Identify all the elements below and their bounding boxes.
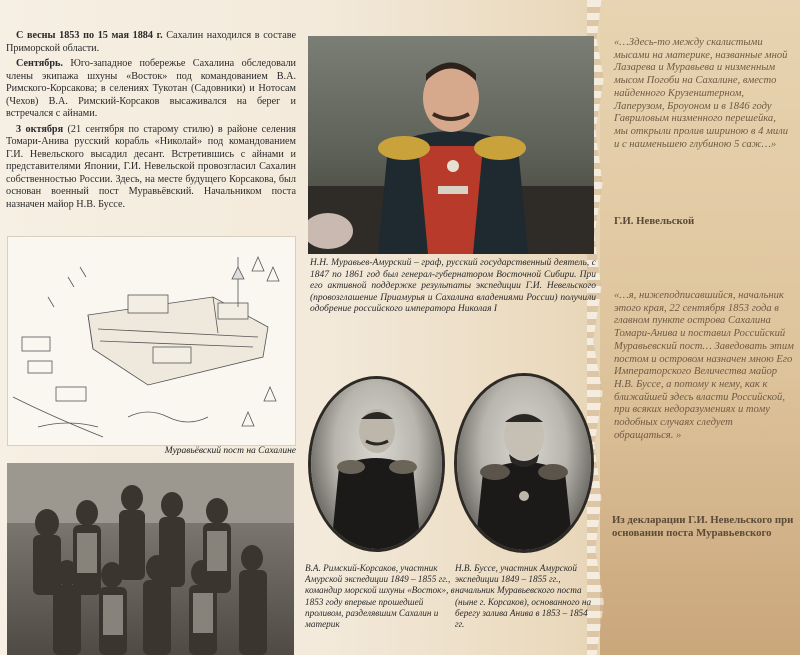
busse-portrait (457, 376, 591, 550)
declaration-source: Из декларации Г.И. Невельского при основании поста Муравьевского (612, 514, 794, 539)
intro-date-1: С весны 1853 по 15 мая 1884 г. (16, 30, 163, 41)
busse-portrait-svg (457, 376, 591, 550)
muravyov-portrait-svg (308, 36, 594, 254)
nevelskoy-quote: «…Здесь-то между скалистыми мысами на материке, названные мной Лазарева и Муравьева и низменным мысом Погоби на Сахалине, вместо найденного Крузенштерном, Лаперузом, Броуоном и в 1846 году Гавриловым низменного перешейка, мы открыли пролив шириною в 4 мили и с наименьшею глубиною 5 саж…» (614, 37, 789, 150)
nevelskoy-signature: Г.И. Невельской (614, 215, 695, 227)
post-drawing-caption: Муравьёвский пост на Сахалине (164, 446, 296, 456)
post-drawing (7, 236, 296, 446)
busse-caption: Н.В. Буссе, участник Амурской экспедиции 1849 – 1855 гг., начальник Муравьевского поста (ныне г. Корсаков), основанного на берегу залива Анива в 1853 – 1854 гг. (455, 563, 592, 630)
intro-date-2: Сентябрь. (16, 58, 63, 69)
muravyov-caption: Н.Н. Муравьев-Амурский – граф, русский государственный деятель, с 1847 по 1861 год был генерал-губернатором Восточной Сибири. При его активной поддержке результаты экспедиции Г.И. Невельского (провозглашение Приамурья и Сахалина владениями России) получили одобрение российского императора Николая I (310, 258, 596, 314)
intro-text-2: Юго-западное побережье Сахалина обследовали члены экипажа шхуны «Восток» под командованием В.А. Римского-Корсакова; в селениях Тукотан (Садовники) и Нотосам (Чехов) В.А. Римский-Корсаков высаживался на берег и встречался с айнами. (6, 58, 296, 119)
children-photo (7, 463, 294, 655)
intro-text-block (6, 30, 296, 214)
intro-paragraph-3 (6, 124, 296, 212)
post-drawing-svg (8, 237, 295, 445)
rimsky-korsakov-portrait (311, 379, 442, 549)
intro-paragraph-2 (6, 58, 296, 121)
intro-text-1: Сахалин находился в составе Приморской области. (6, 30, 296, 54)
intro-paragraph-1 (6, 30, 296, 55)
rimsky-korsakov-caption: В.А. Римский-Корсаков, участник Амурской экспедиции 1849 – 1855 гг., командир морской шхуны «Восток», в 1853 году впервые прошедшей проливом, разделявшим Сахалин и материк (305, 563, 455, 630)
intro-text-3: (21 сентября по старому стилю) в районе селения Томари-Анива русский корабль «Николай» под командованием Г.И. Невельского высадил десант. Встретившись с айнами и представителями Японии, Г.И. Невельской провозгласил Сахалин собственностью России. Здесь, на месте будущего Корсакова, был основан военный пост Муравьёвский. Начальником поста назначен майор Н.В. Буссе. (6, 123, 296, 210)
children-photo-svg (7, 463, 294, 655)
declaration-quote: «…я, нижеподписавшийся, начальник этого края, 22 сентября 1853 года в главном пункте острова Сахалина Томари-Анива и поставил Российский Муравьевский пост… Заведовать этим постом и островом назначен мною Его Императорского Величества майор Н.В. Буссе, а потому к нему, как к ближайшей здесь власти Российской, при всяких недоразумениях и тому подобных случаях следует обращаться. » (614, 290, 794, 441)
muravyov-portrait (308, 36, 594, 254)
rimsky-korsakov-portrait-svg (311, 379, 442, 549)
intro-date-3: 3 октября (16, 123, 64, 135)
